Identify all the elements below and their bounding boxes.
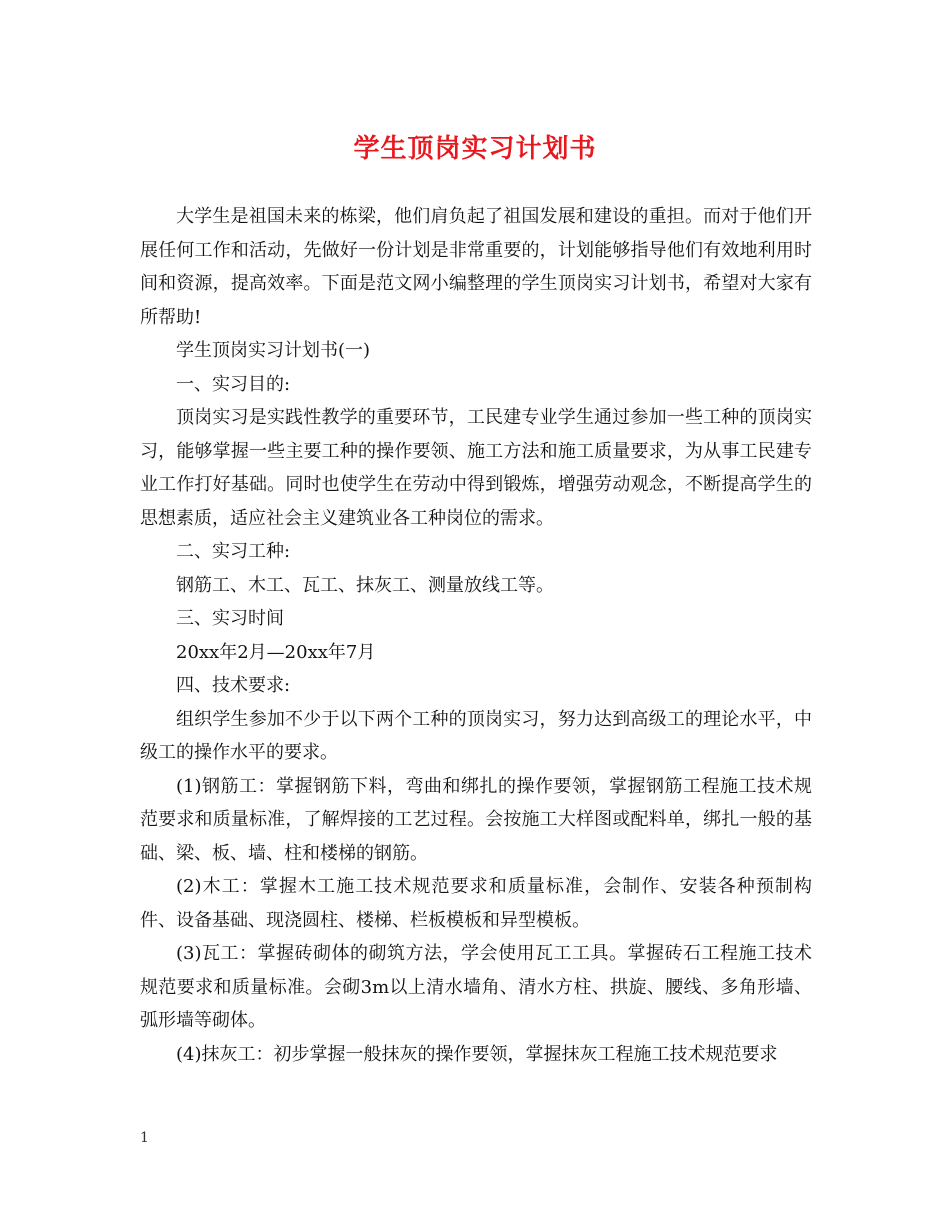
- paragraph-trades: 钢筋工、木工、瓦工、抹灰工、测量放线工等。: [176, 574, 554, 596]
- paragraph-time-heading: 三、实习时间: [176, 608, 284, 629]
- paragraph-rebar: (1)钢筋工：掌握钢筋下料，弯曲和绑扎的操作要领，掌握钢筋工程施工技术规范要求和质量标准，了解焊接的工艺过程。会按施工大样图或配料单，绑扎一般的基础、梁、板、墙、柱和楼梯的钢筋。: [140, 775, 812, 864]
- paragraph-trades-heading: 二、实习工种:: [176, 541, 291, 562]
- paragraph-section-heading: 学生顶岗实习计划书(一): [176, 340, 371, 361]
- document-body: [140, 200, 812, 1071]
- paragraph-masonry: (3)瓦工：掌握砖砌体的砌筑方法，学会使用瓦工工具。掌握砖石工程施工技术规范要求和质量标准。会砌3m以上清水墙角、清水方柱、拱旋、腰线、多角形墙、弧形墙等砌体。: [140, 943, 812, 1031]
- page-number: 1: [140, 1130, 149, 1146]
- paragraph-carpentry: (2)木工：掌握木工施工技术规范要求和质量标准，会制作、安装各种预制构件、设备基础、现浇圆柱、楼梯、栏板模板和异型模板。: [140, 876, 812, 931]
- paragraph-plastering: (4)抹灰工：初步掌握一般抹灰的操作要领，掌握抹灰工程施工技术规范要求: [176, 1043, 778, 1065]
- paragraph-requirements-heading: 四、技术要求:: [176, 675, 291, 696]
- paragraph-time: 20xx年2月—20xx年7月: [176, 641, 376, 663]
- paragraph-purpose: 顶岗实习是实践性教学的重要环节，工民建专业学生通过参加一些工种的顶岗实习，能够掌握一些主要工种的操作要领、施工方法和施工质量要求，为从事工民建专业工作打好基础。同时也使学生在劳动中得到锻炼，增强劳动观念，不断提高学生的思想素质，适应社会主义建筑业各工种岗位的需求。: [140, 407, 812, 529]
- paragraph-requirements: 组织学生参加不少于以下两个工种的顶岗实习，努力达到高级工的理论水平，中级工的操作水平的要求。: [140, 708, 812, 763]
- paragraph-intro: 大学生是祖国未来的栋梁，他们肩负起了祖国发展和建设的重担。而对于他们开展任何工作和活动，先做好一份计划是非常重要的，计划能够指导他们有效地利用时间和资源，提高效率。下面是范文网小编整理的学生顶岗实习计划书，希望对大家有所帮助!: [140, 206, 812, 328]
- document-title: 学生顶岗实习计划书: [353, 134, 597, 164]
- paragraph-purpose-heading: 一、实习目的:: [176, 373, 291, 395]
